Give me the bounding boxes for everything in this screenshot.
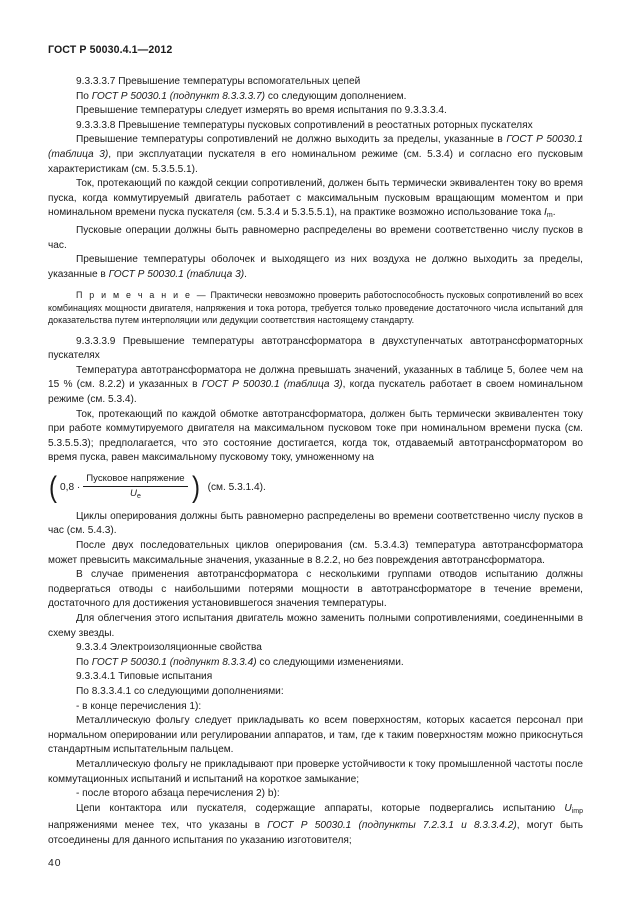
paragraph — [48, 253, 583, 282]
paragraph — [48, 90, 583, 105]
note-text: Практически невозможно проверить работоспособность пусковых сопротивлений во всех комбинациях мощности двигателя, напряжения и тока ротора, требуется только проведение достаточного числа испытаний для доказательства путем интерполяции или дедукции соответствия настоящему стандарту. — [48, 290, 583, 326]
paragraph: Пусковые операции должны быть равномерно распределены во времени соответственно числу пусков в час. — [48, 224, 583, 251]
formula-numerator: Пусковое напряжение — [83, 473, 187, 487]
clause-heading: 9.3.3.3.7 Превышение температуры вспомогательных цепей — [76, 76, 361, 87]
paragraph: По 8.3.3.4.1 со следующими дополнениями: — [76, 686, 284, 697]
paragraph: Металлическую фольгу следует прикладывать ко всем поверхностям, которых касается персонал при нормальном оперировании или регулировании аппаратов, и там, где к таким поверхностям можно прикоснуться стандартным испытательным пальцем. — [48, 715, 583, 756]
formula-denominator — [130, 487, 141, 502]
standard-reference: ГОСТ Р 50030.1 (таблица 3) — [201, 379, 343, 391]
page-number: 40 — [48, 858, 62, 869]
paragraph-text: По — [76, 656, 92, 668]
voltage-symbol: U — [130, 488, 137, 500]
paragraph — [48, 133, 583, 177]
paragraph-text: напряжениями менее тех, что указаны в — [48, 820, 268, 832]
paragraph: Циклы оперирования должны быть равномерно распределены во времени соответственно числу пусков в час (см. 5.4.3). — [48, 510, 583, 537]
list-item: - после второго абзаца перечисления 2) b): — [76, 788, 280, 800]
paragraph: Ток, протекающий по каждой обмотке автотрансформатора, должен быть термически эквивалентен току при работе коммутируемого двигателя на максимальном пусковом токе при номинальном времени пуска (см. 5.3.5.5.3); предполагается, что это состояние достигается, когда ток, отдаваемый автотрансформатором во время пуска, равен максимальному пусковому току, умноженному на — [48, 408, 583, 464]
paragraph: Превышение температуры следует измерять во время испытания по 9.3.3.3.4. — [76, 105, 447, 117]
paragraph: Металлическую фольгу не прикладывают при проверке устойчивости к току промышленной частоты после коммутационных испытаний и испытаний на короткое замыкание; — [48, 758, 583, 785]
formula-coefficient: 0,8 · — [60, 481, 81, 493]
standard-reference: ГОСТ Р 50030.1 (подпункт 8.3.3.4) — [91, 656, 257, 668]
voltage-subscript: e — [136, 493, 141, 501]
clause-heading: 9.3.3.3.9 Превышение температуры автотрансформатора в двухступенчатых автотрансформаторных пускателях — [48, 335, 583, 362]
paragraph-text: , когда пускатель работает в своем номинальном режиме (см. 5.3.4). — [48, 379, 583, 405]
standard-reference: ГОСТ Р 50030.1 (подпункт 8.3.3.3.7) — [91, 90, 266, 102]
paragraph: Для облегчения этого испытания двигатель можно заменить полными сопротивлениями, соединенными в схему звезды. — [48, 613, 583, 639]
clause-heading: 9.3.3.4.1 Типовые испытания — [76, 671, 213, 683]
voltage-symbol: U — [564, 802, 572, 814]
standard-reference: ГОСТ Р 50030.1 (подпункты 7.2.3.1 и 8.3.3.4.2) — [267, 820, 517, 832]
paragraph-text: . — [244, 268, 247, 280]
paragraph-text: Температура автотрансформатора не должна превышать значений, указанных в таблице 5, более чем на 15 % (см. 8.2.2) и указанных в — [48, 364, 583, 391]
note-label: П р и м е ч а н и е — — [76, 290, 208, 301]
document-code-header: ГОСТ Р 50030.4.1—2012 — [48, 44, 173, 56]
paragraph — [48, 364, 583, 408]
clause-heading: 9.3.3.3.8 Превышение температуры пусковых сопротивлений в реостатных роторных пускателях — [76, 119, 533, 131]
formula-reference: (см. 5.3.1.4). — [207, 481, 266, 493]
paragraph-text: Превышение температуры оболочек и выходящего из них воздуха не должно выходить за пределы, указанные в — [48, 254, 583, 280]
paragraph: После двух последовательных циклов оперирования (см. 5.3.4.3) температура автотрансформатора может превысить максимальные значения, указанные в 8.2.2, но без повреждения автотрансформатора. — [48, 540, 583, 566]
formula-close-paren: ) — [191, 470, 200, 504]
paragraph-text: , при эксплуатации пускателя в его номинальном режиме (см. 5.3.4) и согласно его пусковым характеристикам (см. 5.3.5.5.1). — [48, 148, 583, 175]
paragraph — [48, 656, 583, 671]
paragraph-text: со следующим дополнением. — [265, 90, 407, 102]
standard-reference: ГОСТ Р 50030.1 (таблица 3) — [48, 134, 584, 160]
paragraph — [48, 177, 583, 224]
formula-open-paren: ( — [49, 470, 57, 504]
paragraph-text: , могут быть отсоединены для данного испытания по указанию изготовителя; — [48, 820, 583, 846]
formula — [48, 468, 583, 508]
paragraph — [48, 802, 583, 849]
clause-heading: 9.3.3.4 Электроизоляционные свойства — [76, 642, 262, 654]
paragraph-text: Ток, протекающий по каждой секции сопротивлений, должен быть термически эквивалентен току во время пуска, когда коммутируемый двигатель работает с максимальным пусковым вращающим моментом и при номинальном времени пуска пускателя (см. 5.3.4 и 5.3.5.5.1), на практике возможно использование тока — [48, 178, 583, 219]
list-item: - в конце перечисления 1): — [76, 700, 202, 712]
note-block — [48, 289, 583, 326]
standard-reference: ГОСТ Р 50030.1 (таблица 3) — [108, 268, 245, 280]
current-subscript: m — [546, 212, 553, 220]
formula-fraction — [83, 473, 187, 502]
voltage-subscript: imp — [571, 807, 583, 815]
paragraph-text: Превышение температуры сопротивлений не должно выходить за пределы, указанные в — [76, 134, 507, 146]
paragraph-text: . — [552, 207, 556, 219]
paragraph-text: Цепи контактора или пускателя, содержащие аппараты, которые подвергались испытанию — [76, 802, 565, 814]
paragraph: В случае применения автотрансформатора с несколькими группами отводов испытанию должны подвергаться отводы с наибольшими потерями мощности в автотрансформаторе в течение времени, достаточного для достижения установившегося значения температуры. — [48, 569, 583, 610]
document-body — [48, 75, 583, 849]
paragraph-text: По — [76, 90, 92, 102]
current-symbol: I — [544, 207, 547, 219]
paragraph-text: со следующими изменениями. — [256, 656, 404, 668]
